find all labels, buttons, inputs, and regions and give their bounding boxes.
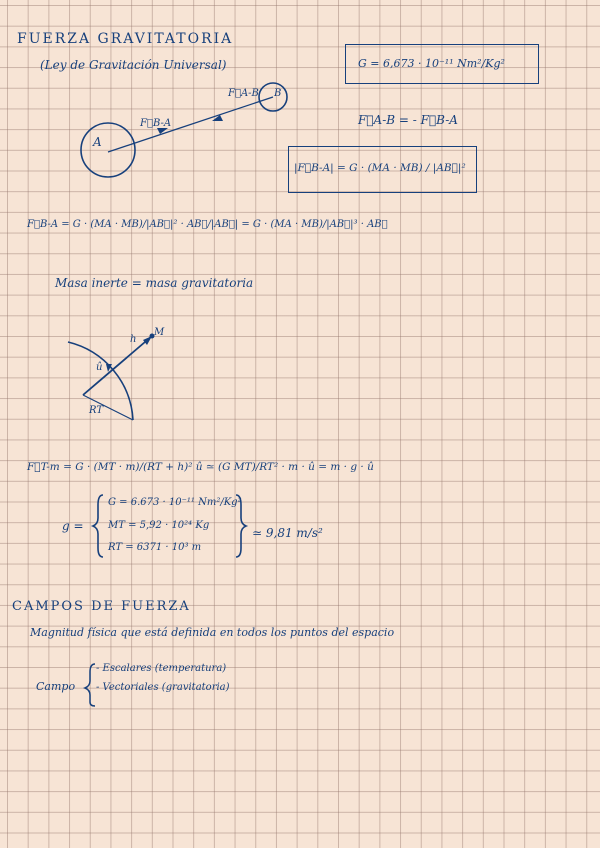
label-fba: F⃗B-A	[140, 118, 172, 129]
action-reaction: F⃗A-B = - F⃗B-A	[358, 113, 458, 127]
label-rt: RT	[89, 405, 104, 416]
section-title-campos: CAMPOS DE FUERZA	[12, 599, 191, 614]
label-a: A	[93, 135, 102, 149]
label-h: h	[130, 334, 137, 345]
page-title: FUERZA GRAVITATORIA	[17, 31, 234, 47]
field-type-scalar: - Escalares (temperatura)	[96, 663, 227, 674]
g-value-mt: MT = 5,92 · 10²⁴ Kg	[108, 520, 210, 531]
g-constant: G = 6,673 · 10⁻¹¹ Nm²/Kg²	[358, 57, 505, 70]
field-type-vector: - Vectoriales (gravitatoria)	[96, 682, 230, 693]
label-u: û	[96, 362, 103, 373]
label-m: M	[154, 327, 165, 338]
definition: Magnitud física que está definida en todos los puntos del espacio	[30, 626, 395, 639]
label-fab: F⃗A-B	[228, 88, 259, 99]
field-label: Campo	[36, 680, 76, 693]
g-result: ≃ 9,81 m/s²	[252, 526, 323, 540]
g-value-rt: RT = 6371 · 10³ m	[108, 542, 202, 553]
mass-equivalence: Masa inerte = masa gravitatoria	[55, 276, 254, 290]
earth-force-formula: F⃗T-m = G · (MT · m)/(RT + h)² û ≃ (G MT)/RT² · m · û = m · g · û	[27, 461, 374, 473]
g-value-g: G = 6.673 · 10⁻¹¹ Nm²/Kg²	[108, 497, 242, 508]
vector-formula: F⃗B-A = G · (MA · MB)/|AB⃗|² · AB⃗/|AB⃗| = G · (MA · MB)/|AB⃗|³ · AB⃗	[27, 219, 388, 230]
g-prefix: g =	[62, 519, 84, 533]
label-b: B	[274, 88, 282, 99]
page-subtitle: (Ley de Gravitación Universal)	[40, 58, 227, 72]
magnitude-formula: |F⃗B-A| = G · (MA · MB) / |AB⃗|²	[294, 162, 466, 174]
